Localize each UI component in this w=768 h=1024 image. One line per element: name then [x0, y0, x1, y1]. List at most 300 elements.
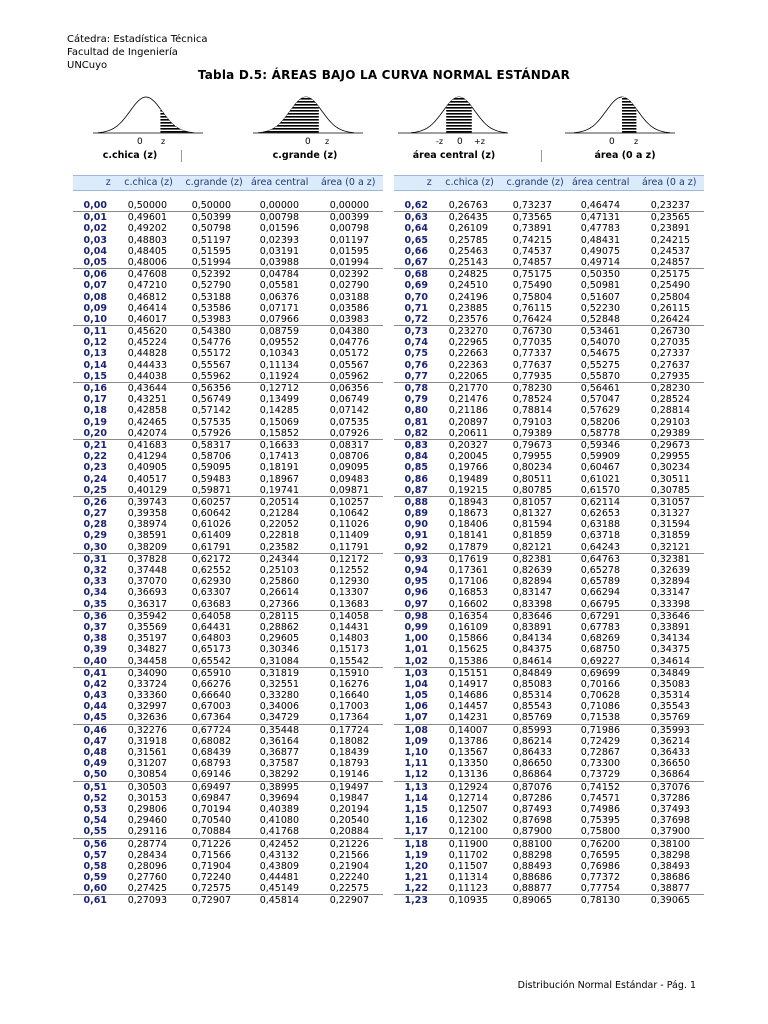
cell-cola-chica: 0,24510 — [448, 280, 488, 292]
cell-cola-grande: 0,67724 — [191, 724, 231, 736]
table-row — [73, 712, 383, 724]
cell-z: 0,46 — [83, 724, 107, 736]
table-row — [394, 656, 704, 668]
cell-z: 0,16 — [83, 383, 107, 394]
cell-z: 0,96 — [404, 587, 428, 599]
cell-cola-chica: 0,13136 — [448, 769, 488, 781]
cell-cola-chica: 0,22965 — [448, 337, 488, 349]
col-header-cola-grande: c.grande (z) — [506, 177, 564, 188]
table-row — [73, 782, 383, 793]
cell-area-central: 0,22052 — [259, 519, 299, 531]
cell-cola-grande: 0,70884 — [191, 826, 231, 838]
cell-area-central: 0,49075 — [580, 245, 620, 257]
cell-cola-grande: 0,73237 — [512, 200, 552, 211]
cell-cola-chica: 0,40517 — [127, 473, 167, 485]
cell-cola-chica: 0,42465 — [127, 416, 167, 428]
cell-area-cero-a-z: 0,04380 — [329, 326, 369, 338]
cell-cola-chica: 0,11123 — [448, 883, 488, 895]
cell-cola-chica: 0,23270 — [448, 326, 488, 338]
table-row — [73, 599, 383, 611]
cell-z: 0,62 — [404, 200, 428, 211]
cell-z: 0,74 — [404, 337, 428, 349]
cell-cola-chica: 0,17361 — [448, 565, 488, 576]
cell-cola-grande: 0,79389 — [512, 427, 552, 439]
cell-cola-grande: 0,61791 — [191, 541, 231, 553]
cell-cola-chica: 0,24825 — [448, 269, 488, 281]
cell-cola-chica: 0,28774 — [127, 838, 167, 850]
cell-area-central: 0,33280 — [259, 690, 299, 702]
cell-z: 0,63 — [404, 212, 428, 224]
cell-z: 0,95 — [404, 576, 428, 588]
cell-z: 1,17 — [404, 826, 428, 838]
cell-z: 0,43 — [83, 690, 107, 702]
table-row — [394, 417, 704, 428]
cell-area-cero-a-z: 0,35993 — [650, 724, 690, 736]
cell-cola-grande: 0,71226 — [191, 838, 231, 850]
cell-cola-chica: 0,14231 — [448, 712, 488, 724]
caption-separator — [181, 150, 182, 162]
cell-cola-chica: 0,22363 — [448, 359, 488, 371]
cell-cola-chica: 0,11900 — [448, 838, 488, 850]
cell-cola-chica: 0,39358 — [127, 508, 167, 520]
cell-area-cero-a-z: 0,28524 — [650, 394, 690, 406]
normal-curves — [0, 92, 768, 152]
cell-cola-chica: 0,31918 — [127, 735, 167, 747]
cell-area-central: 0,76986 — [580, 860, 620, 872]
cell-cola-chica: 0,46812 — [127, 291, 167, 303]
cell-area-cero-a-z: 0,27637 — [650, 359, 690, 371]
cell-area-central: 0,55275 — [580, 359, 620, 371]
table-row — [394, 633, 704, 644]
cell-cola-chica: 0,45620 — [127, 326, 167, 338]
table-row — [73, 679, 383, 690]
cell-cola-grande: 0,50798 — [191, 223, 231, 235]
table-right — [394, 175, 704, 907]
table-row — [73, 212, 383, 223]
cell-cola-grande: 0,58706 — [191, 451, 231, 463]
table-row — [73, 622, 383, 633]
cell-area-central: 0,50350 — [580, 269, 620, 281]
cell-area-cero-a-z: 0,33646 — [650, 610, 690, 622]
cell-area-cero-a-z: 0,25490 — [650, 280, 690, 292]
cell-area-central: 0,45149 — [259, 883, 299, 895]
cell-cola-grande: 0,66276 — [191, 678, 231, 690]
cell-cola-grande: 0,63683 — [191, 598, 231, 610]
cell-area-cero-a-z: 0,17724 — [329, 724, 369, 736]
cell-cola-grande: 0,68082 — [191, 735, 231, 747]
table-row — [394, 839, 704, 850]
curve3-zero-label: 0 — [457, 137, 463, 147]
cell-cola-chica: 0,28434 — [127, 849, 167, 861]
cell-cola-grande: 0,80511 — [512, 473, 552, 485]
cell-area-central: 0,63718 — [580, 530, 620, 542]
cell-cola-grande: 0,60257 — [191, 496, 231, 508]
cell-area-cero-a-z: 0,03188 — [329, 291, 369, 303]
cell-cola-grande: 0,68439 — [191, 747, 231, 758]
cell-area-cero-a-z: 0,01595 — [329, 245, 369, 257]
cell-z: 0,44 — [83, 701, 107, 713]
cell-z: 1,12 — [404, 769, 428, 781]
cell-area-central: 0,35448 — [259, 724, 299, 736]
cell-z: 0,07 — [83, 280, 107, 292]
cell-area-cero-a-z: 0,16640 — [329, 690, 369, 702]
cell-area-cero-a-z: 0,34849 — [650, 667, 690, 679]
table-row — [394, 644, 704, 655]
cell-area-cero-a-z: 0,07142 — [329, 405, 369, 417]
cell-cola-grande: 0,55962 — [191, 370, 231, 382]
cell-cola-chica: 0,46017 — [127, 313, 167, 325]
cell-z: 1,16 — [404, 815, 428, 827]
cell-cola-chica: 0,18141 — [448, 530, 488, 542]
cell-area-cero-a-z: 0,39065 — [650, 895, 690, 907]
cell-cola-grande: 0,69847 — [191, 792, 231, 804]
cell-cola-chica: 0,25463 — [448, 245, 488, 257]
cell-area-central: 0,36164 — [259, 735, 299, 747]
cell-area-cero-a-z: 0,06749 — [329, 394, 369, 406]
cell-z: 0,17 — [83, 394, 107, 406]
cell-area-central: 0,47783 — [580, 223, 620, 235]
header-facultad: Facultad de Ingeniería — [67, 47, 178, 58]
cell-z: 0,75 — [404, 348, 428, 360]
cell-area-cero-a-z: 0,07926 — [329, 427, 369, 439]
cell-area-central: 0,58206 — [580, 416, 620, 428]
table-row — [394, 758, 704, 769]
table-row — [394, 712, 704, 724]
cell-cola-chica: 0,20611 — [448, 427, 488, 439]
table-row — [394, 895, 704, 906]
table-row — [394, 337, 704, 348]
cell-area-central: 0,32551 — [259, 678, 299, 690]
cell-area-cero-a-z: 0,19497 — [329, 781, 369, 793]
cell-area-central: 0,72867 — [580, 747, 620, 758]
cell-area-cero-a-z: 0,12552 — [329, 565, 369, 576]
cell-cola-chica: 0,11314 — [448, 872, 488, 884]
cell-cola-chica: 0,29116 — [127, 826, 167, 838]
cell-area-central: 0,20514 — [259, 496, 299, 508]
cell-area-central: 0,64763 — [580, 553, 620, 565]
cell-cola-chica: 0,20045 — [448, 451, 488, 463]
cell-area-cero-a-z: 0,10257 — [329, 496, 369, 508]
cell-cola-chica: 0,21186 — [448, 405, 488, 417]
cell-cola-grande: 0,86214 — [512, 735, 552, 747]
cell-cola-chica: 0,12100 — [448, 826, 488, 838]
cell-z: 0,13 — [83, 348, 107, 360]
cell-area-central: 0,41080 — [259, 815, 299, 827]
cell-cola-grande: 0,54776 — [191, 337, 231, 349]
cell-cola-chica: 0,40129 — [127, 484, 167, 496]
cell-cola-chica: 0,18673 — [448, 508, 488, 520]
table-row — [394, 565, 704, 576]
cell-cola-chica: 0,27760 — [127, 872, 167, 884]
cell-cola-grande: 0,87698 — [512, 815, 552, 827]
cell-cola-chica: 0,13786 — [448, 735, 488, 747]
cell-z: 0,88 — [404, 496, 428, 508]
cell-area-central: 0,34729 — [259, 712, 299, 724]
cell-area-central: 0,11134 — [259, 359, 299, 371]
cell-z: 0,61 — [83, 895, 107, 907]
table-row — [73, 371, 383, 383]
cell-cola-chica: 0,48803 — [127, 234, 167, 246]
cell-z: 0,54 — [83, 815, 107, 827]
cell-z: 0,39 — [83, 644, 107, 656]
table-row — [394, 348, 704, 359]
table-row — [394, 223, 704, 234]
table-row — [73, 257, 383, 269]
cell-area-central: 0,73729 — [580, 769, 620, 781]
cell-z: 0,69 — [404, 280, 428, 292]
cell-cola-grande: 0,86864 — [512, 769, 552, 781]
cell-cola-grande: 0,67003 — [191, 701, 231, 713]
cell-cola-chica: 0,35942 — [127, 610, 167, 622]
cell-area-central: 0,24344 — [259, 553, 299, 565]
cell-area-cero-a-z: 0,12172 — [329, 553, 369, 565]
cell-cola-grande: 0,85083 — [512, 678, 552, 690]
cell-area-central: 0,54070 — [580, 337, 620, 349]
cell-area-cero-a-z: 0,34134 — [650, 633, 690, 645]
cell-cola-grande: 0,81594 — [512, 519, 552, 531]
cell-area-cero-a-z: 0,22907 — [329, 895, 369, 907]
cell-area-cero-a-z: 0,15910 — [329, 667, 369, 679]
cell-area-cero-a-z: 0,29103 — [650, 416, 690, 428]
cell-cola-chica: 0,38591 — [127, 530, 167, 542]
cell-cola-grande: 0,85769 — [512, 712, 552, 724]
cell-cola-chica: 0,10935 — [448, 895, 488, 907]
cell-area-cero-a-z: 0,06356 — [329, 383, 369, 394]
cell-z: 0,49 — [83, 758, 107, 770]
cell-cola-chica: 0,30854 — [127, 769, 167, 781]
cell-area-central: 0,09552 — [259, 337, 299, 349]
cell-area-cero-a-z: 0,37493 — [650, 803, 690, 815]
cell-area-cero-a-z: 0,18082 — [329, 735, 369, 747]
cell-area-central: 0,16633 — [259, 439, 299, 451]
cell-z: 1,11 — [404, 758, 428, 770]
cell-z: 1,09 — [404, 735, 428, 747]
cell-cola-chica: 0,47608 — [127, 269, 167, 281]
table-row — [394, 383, 704, 394]
cell-cola-grande: 0,53586 — [191, 302, 231, 314]
cell-cola-grande: 0,73565 — [512, 212, 552, 224]
curve3-plus-z-label: +z — [474, 137, 485, 146]
cell-cola-chica: 0,44433 — [127, 359, 167, 371]
cell-area-central: 0,49714 — [580, 256, 620, 268]
cell-cola-chica: 0,16109 — [448, 621, 488, 633]
cell-area-central: 0,76595 — [580, 849, 620, 861]
cell-area-central: 0,04784 — [259, 269, 299, 281]
table-body — [394, 200, 704, 907]
table-row — [394, 611, 704, 622]
cell-area-central: 0,43132 — [259, 849, 299, 861]
cell-area-cero-a-z: 0,09095 — [329, 462, 369, 474]
cell-cola-grande: 0,66640 — [191, 690, 231, 702]
curve1-zero-label: 0 — [137, 137, 143, 147]
table-row — [73, 747, 383, 758]
col-header-area-cero-a-z: área (0 a z) — [320, 177, 376, 188]
cell-cola-chica: 0,26435 — [448, 212, 488, 224]
table-row — [394, 485, 704, 497]
table-row — [73, 485, 383, 497]
cell-area-cero-a-z: 0,26424 — [650, 313, 690, 325]
cell-area-cero-a-z: 0,37900 — [650, 826, 690, 838]
cell-area-central: 0,68269 — [580, 633, 620, 645]
cell-cola-chica: 0,15866 — [448, 633, 488, 645]
cell-area-central: 0,41768 — [259, 826, 299, 838]
cell-cola-chica: 0,42074 — [127, 427, 167, 439]
table-row — [394, 530, 704, 541]
cell-cola-chica: 0,29460 — [127, 815, 167, 827]
table-row — [73, 611, 383, 622]
cell-cola-grande: 0,78230 — [512, 383, 552, 394]
cell-cola-grande: 0,87286 — [512, 792, 552, 804]
cell-cola-chica: 0,49202 — [127, 223, 167, 235]
table-row — [73, 554, 383, 565]
cell-area-cero-a-z: 0,38877 — [650, 883, 690, 895]
cell-area-cero-a-z: 0,11409 — [329, 530, 369, 542]
cell-cola-grande: 0,83398 — [512, 598, 552, 610]
cell-area-central: 0,22818 — [259, 530, 299, 542]
cell-area-central: 0,03988 — [259, 256, 299, 268]
cell-cola-grande: 0,82121 — [512, 541, 552, 553]
cell-cola-chica: 0,31207 — [127, 758, 167, 770]
cell-area-central: 0,36877 — [259, 747, 299, 758]
table-row — [73, 839, 383, 850]
cell-area-central: 0,45814 — [259, 895, 299, 907]
cell-z: 1,01 — [404, 644, 428, 656]
cell-cola-grande: 0,77935 — [512, 370, 552, 382]
cell-area-cero-a-z: 0,16276 — [329, 678, 369, 690]
table-row — [73, 474, 383, 485]
cell-z: 0,32 — [83, 565, 107, 576]
cell-z: 0,64 — [404, 223, 428, 235]
cell-cola-chica: 0,49601 — [127, 212, 167, 224]
cell-z: 0,10 — [83, 313, 107, 325]
table-row — [73, 405, 383, 416]
table-row — [73, 360, 383, 371]
cell-area-central: 0,47131 — [580, 212, 620, 224]
cell-area-central: 0,23582 — [259, 541, 299, 553]
cell-z: 0,36 — [83, 610, 107, 622]
cell-z: 0,82 — [404, 427, 428, 439]
table-row — [73, 826, 383, 838]
cell-z: 0,47 — [83, 735, 107, 747]
cell-area-cero-a-z: 0,20194 — [329, 803, 369, 815]
cell-z: 0,28 — [83, 519, 107, 531]
cell-area-central: 0,75395 — [580, 815, 620, 827]
cell-cola-chica: 0,43644 — [127, 383, 167, 394]
cell-area-central: 0,17413 — [259, 451, 299, 463]
cell-area-central: 0,28115 — [259, 610, 299, 622]
cell-z: 0,55 — [83, 826, 107, 838]
col-header-area-central: área central — [250, 177, 309, 188]
cell-area-cero-a-z: 0,24215 — [650, 234, 690, 246]
cell-area-central: 0,68750 — [580, 644, 620, 656]
cell-cola-chica: 0,30153 — [127, 792, 167, 804]
table-row — [394, 405, 704, 416]
cell-area-central: 0,02393 — [259, 234, 299, 246]
cell-area-central: 0,15069 — [259, 416, 299, 428]
cell-cola-grande: 0,89065 — [512, 895, 552, 907]
cell-cola-grande: 0,87076 — [512, 781, 552, 793]
cell-cola-grande: 0,70540 — [191, 815, 231, 827]
cell-area-cero-a-z: 0,21226 — [329, 838, 369, 850]
cell-z: 1,08 — [404, 724, 428, 736]
cell-cola-grande: 0,79673 — [512, 439, 552, 451]
col-header-z: z — [105, 177, 111, 188]
table-row — [394, 292, 704, 303]
cell-area-cero-a-z: 0,14803 — [329, 633, 369, 645]
cell-area-central: 0,46474 — [580, 200, 620, 211]
cell-cola-grande: 0,65910 — [191, 667, 231, 679]
cell-area-central: 0,57047 — [580, 394, 620, 406]
cell-cola-grande: 0,74537 — [512, 245, 552, 257]
cell-area-cero-a-z: 0,32639 — [650, 565, 690, 576]
cell-z: 0,72 — [404, 313, 428, 325]
cell-z: 0,94 — [404, 565, 428, 576]
table-row — [394, 371, 704, 383]
cell-area-cero-a-z: 0,24857 — [650, 256, 690, 268]
cell-cola-chica: 0,36317 — [127, 598, 167, 610]
table-row — [394, 519, 704, 530]
cell-z: 0,87 — [404, 484, 428, 496]
cell-cola-chica: 0,32276 — [127, 724, 167, 736]
cell-area-central: 0,42452 — [259, 838, 299, 850]
cell-z: 1,03 — [404, 667, 428, 679]
cell-z: 1,14 — [404, 792, 428, 804]
cell-cola-chica: 0,37448 — [127, 565, 167, 576]
cell-cola-chica: 0,21476 — [448, 394, 488, 406]
cell-area-cero-a-z: 0,30785 — [650, 484, 690, 496]
cell-area-central: 0,55870 — [580, 370, 620, 382]
cell-cola-chica: 0,22663 — [448, 348, 488, 360]
cell-z: 0,21 — [83, 439, 107, 451]
table-row — [73, 542, 383, 554]
cell-area-central: 0,27366 — [259, 598, 299, 610]
cell-cola-chica: 0,17619 — [448, 553, 488, 565]
cell-z: 0,08 — [83, 291, 107, 303]
cell-cola-chica: 0,34090 — [127, 667, 167, 679]
cell-cola-grande: 0,52392 — [191, 269, 231, 281]
cell-z: 0,11 — [83, 326, 107, 338]
caption-cola-grande: c.grande (z) — [272, 150, 338, 161]
table-row — [394, 462, 704, 473]
cell-area-cero-a-z: 0,33398 — [650, 598, 690, 610]
cell-area-cero-a-z: 0,29955 — [650, 451, 690, 463]
cell-cola-grande: 0,84134 — [512, 633, 552, 645]
table-row — [394, 793, 704, 804]
cell-z: 0,99 — [404, 621, 428, 633]
cell-area-cero-a-z: 0,28230 — [650, 383, 690, 394]
cell-cola-grande: 0,77337 — [512, 348, 552, 360]
cell-cola-grande: 0,76424 — [512, 313, 552, 325]
cell-area-central: 0,64243 — [580, 541, 620, 553]
cell-cola-chica: 0,15625 — [448, 644, 488, 656]
cell-cola-grande: 0,74215 — [512, 234, 552, 246]
cell-z: 1,18 — [404, 838, 428, 850]
cell-z: 0,60 — [83, 883, 107, 895]
cell-cola-grande: 0,67364 — [191, 712, 231, 724]
cell-cola-grande: 0,84375 — [512, 644, 552, 656]
table-row — [394, 576, 704, 587]
cell-cola-grande: 0,79103 — [512, 416, 552, 428]
cell-cola-chica: 0,20897 — [448, 416, 488, 428]
table-row — [73, 440, 383, 451]
cell-area-cero-a-z: 0,25804 — [650, 291, 690, 303]
cell-area-central: 0,29605 — [259, 633, 299, 645]
cell-area-central: 0,71086 — [580, 701, 620, 713]
cell-area-central: 0,25103 — [259, 565, 299, 576]
cell-area-cero-a-z: 0,02392 — [329, 269, 369, 281]
cell-area-central: 0,06376 — [259, 291, 299, 303]
cell-cola-chica: 0,30503 — [127, 781, 167, 793]
